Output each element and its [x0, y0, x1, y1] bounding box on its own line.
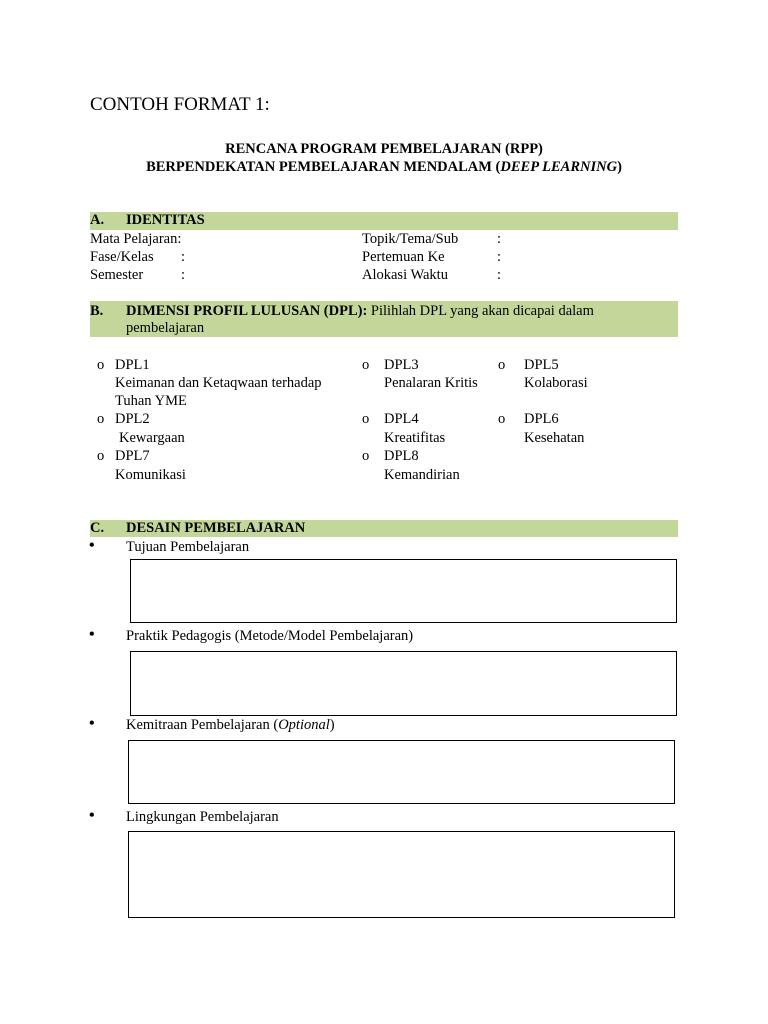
tujuan-input-box[interactable] — [130, 559, 677, 623]
lingkungan-input-box[interactable] — [128, 831, 675, 918]
dpl7-code: DPL7 — [115, 448, 150, 464]
dpl2-checkbox[interactable]: o — [97, 411, 105, 427]
dpl1-code: DPL1 — [115, 357, 150, 373]
section-a-header — [90, 212, 678, 230]
field-alokasi-waktu: Alokasi Waktu — [362, 267, 448, 283]
dpl3-checkbox[interactable]: o — [362, 357, 370, 373]
dpl4-checkbox[interactable]: o — [362, 411, 370, 427]
kemitraan-label-suffix: ) — [329, 717, 335, 733]
kemitraan-label-prefix: Kemitraan Pembelajaran ( — [126, 717, 279, 733]
field-pertemuan-colon: : — [497, 249, 502, 265]
lingkungan-bullet: • — [89, 807, 95, 824]
praktik-bullet: • — [89, 626, 95, 643]
dpl8-checkbox[interactable]: o — [362, 448, 370, 464]
lingkungan-label: Lingkungan Pembelajaran — [126, 809, 279, 825]
field-fase-kelas-colon: : — [181, 249, 186, 265]
tujuan-label: Tujuan Pembelajaran — [126, 539, 250, 555]
section-b-desc-line2: pembelajaran — [126, 320, 205, 336]
document-title: CONTOH FORMAT 1: — [90, 94, 270, 115]
dpl6-name: Kesehatan — [524, 430, 585, 446]
dpl6-code: DPL6 — [524, 411, 559, 427]
section-b-letter: B. — [90, 303, 104, 319]
praktik-input-box[interactable] — [130, 651, 677, 716]
kemitraan-input-box[interactable] — [128, 740, 675, 804]
dpl4-name: Kreatifitas — [384, 430, 446, 446]
dpl4-code: DPL4 — [384, 411, 419, 427]
rpp-title-line2-italic: DEEP LEARNING — [500, 159, 618, 175]
kemitraan-label — [126, 717, 335, 734]
rpp-title-line1: RENCANA PROGRAM PEMBELAJARAN (RPP) — [225, 141, 543, 157]
field-pertemuan: Pertemuan Ke — [362, 249, 445, 265]
kemitraan-label-italic: Optional — [278, 717, 330, 733]
dpl1-name-line2: Tuhan YME — [115, 393, 187, 409]
dpl8-name: Kemandirian — [384, 467, 460, 483]
dpl2-name: Kewargaan — [119, 430, 185, 446]
field-topik-colon: : — [497, 231, 502, 247]
field-alokasi-waktu-colon: : — [497, 267, 502, 283]
praktik-label: Praktik Pedagogis (Metode/Model Pembelajaran) — [126, 628, 414, 644]
section-a-letter: A. — [90, 212, 105, 228]
section-c-title: DESAIN PEMBELAJARAN — [126, 520, 306, 536]
dpl7-checkbox[interactable]: o — [97, 448, 105, 464]
dpl1-checkbox[interactable]: o — [97, 357, 105, 373]
dpl8-code: DPL8 — [384, 448, 419, 464]
section-c-header — [90, 520, 678, 537]
field-fase-kelas: Fase/Kelas — [90, 249, 154, 265]
section-b-title: DIMENSI PROFIL LULUSAN (DPL): — [126, 303, 368, 319]
tujuan-bullet: • — [89, 537, 95, 554]
rpp-title-line2-prefix: BERPENDEKATAN PEMBELAJARAN MENDALAM ( — [146, 159, 501, 175]
section-a-title: IDENTITAS — [126, 212, 205, 228]
dpl1-name: Keimanan dan Ketaqwaan terhadap — [115, 375, 322, 391]
dpl5-code: DPL5 — [524, 357, 559, 373]
field-semester-colon: : — [181, 267, 186, 283]
dpl3-name: Penalaran Kritis — [384, 375, 478, 391]
rpp-title-line2-suffix: ) — [617, 159, 622, 175]
section-b-header — [90, 301, 678, 337]
dpl5-checkbox[interactable]: o — [498, 357, 506, 373]
kemitraan-bullet: • — [89, 715, 95, 732]
dpl7-name: Komunikasi — [115, 467, 186, 483]
dpl3-code: DPL3 — [384, 357, 419, 373]
section-c-letter: C. — [90, 520, 105, 536]
dpl5-name: Kolaborasi — [524, 375, 588, 391]
dpl6-checkbox[interactable]: o — [498, 411, 506, 427]
rpp-title-line2 — [0, 159, 768, 176]
field-semester: Semester — [90, 267, 144, 283]
field-mata-pelajaran: Mata Pelajaran: — [90, 231, 182, 247]
section-b-title-wrap — [126, 303, 594, 320]
field-topik: Topik/Tema/Sub — [362, 231, 459, 247]
section-b-desc-line1: Pilihlah DPL yang akan dicapai dalam — [370, 303, 594, 319]
dpl2-code: DPL2 — [115, 411, 150, 427]
